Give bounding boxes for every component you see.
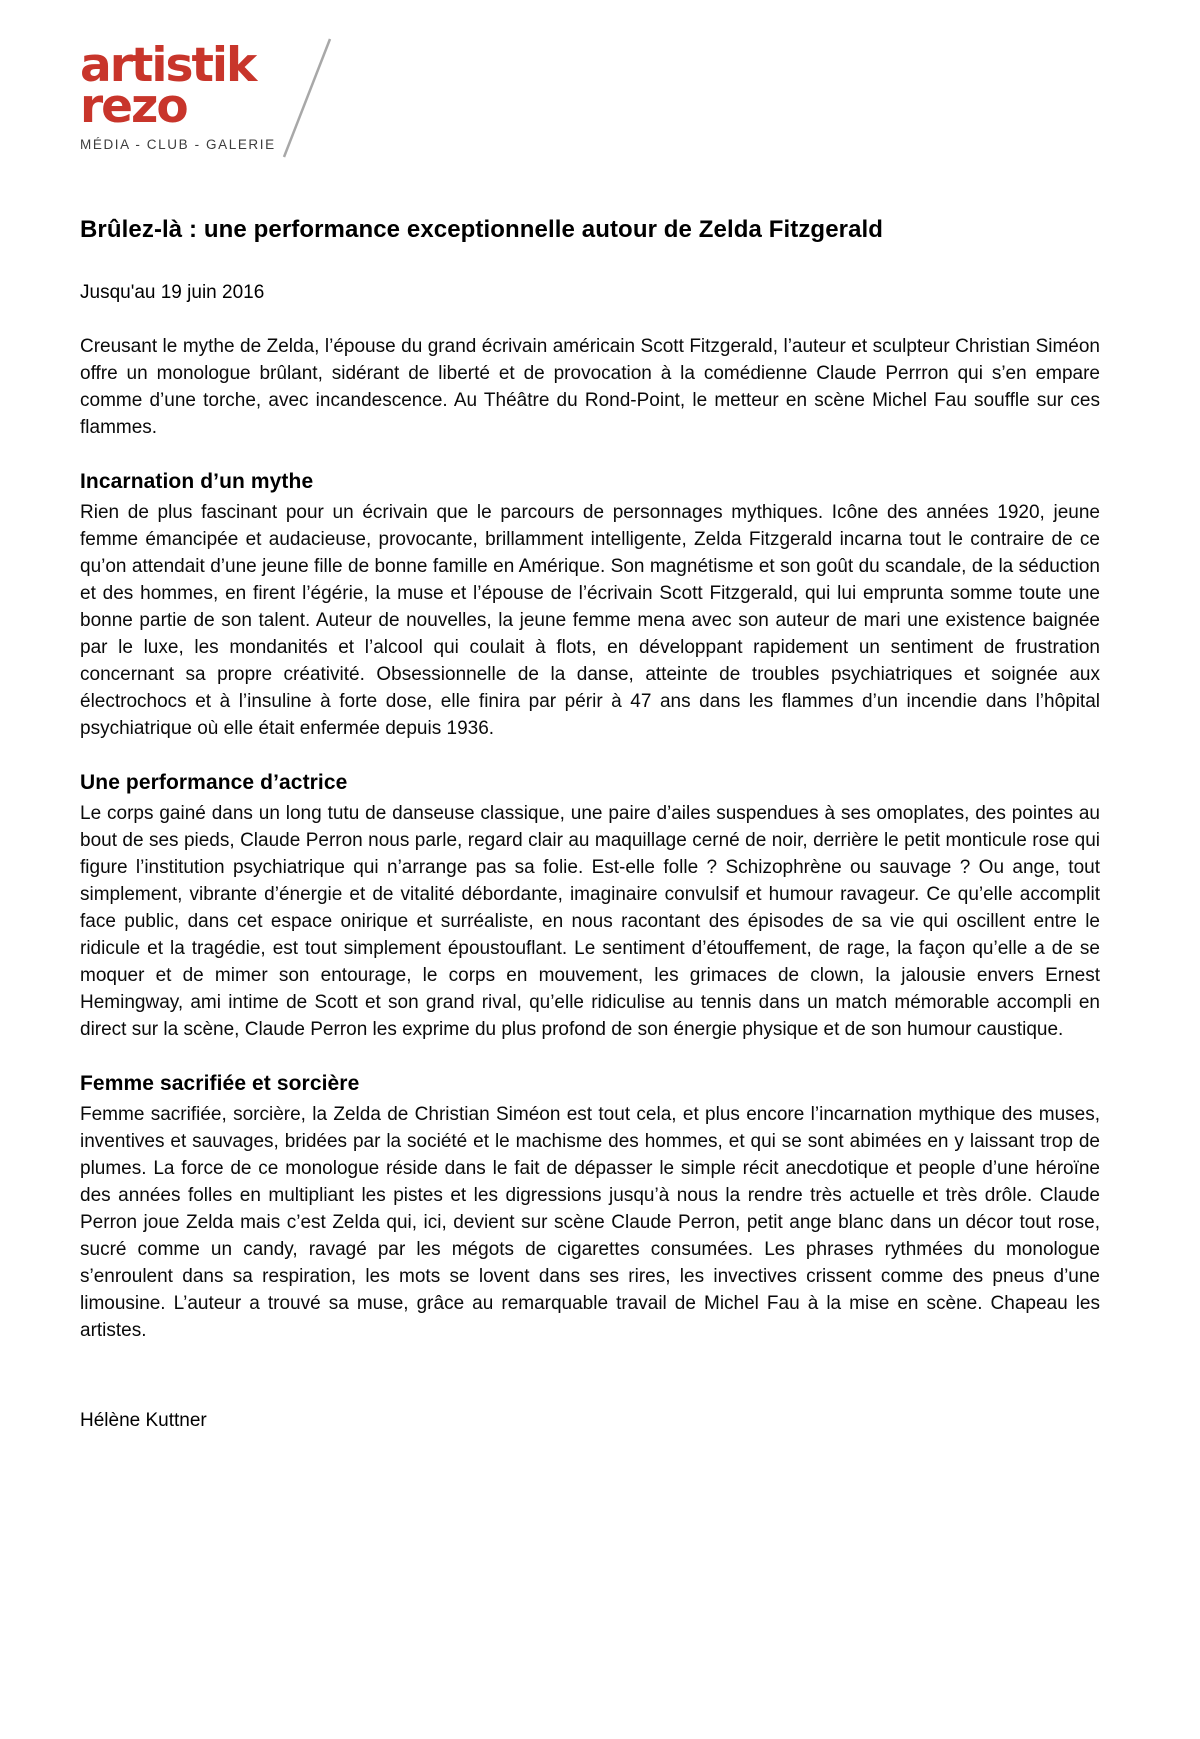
section-heading: Femme sacrifiée et sorcière	[80, 1071, 360, 1095]
author-byline: Hélène Kuttner	[80, 1409, 207, 1431]
section-heading: Incarnation d’un mythe	[80, 469, 314, 493]
logo-tagline: MÉDIA - CLUB - GALERIE	[80, 136, 276, 152]
article-intro: Creusant le mythe de Zelda, l’épouse du grand écrivain américain Scott Fitzgerald, l’auteur et sculpteur Christian Siméon offre un monologue brûlant, sidérant de liberté et de provocation à la comédienne Claude Perrron qui s’en empare comme d’une torche, avec incandescence. Au Théâtre du Rond-Point, le metteur en scène Michel Fau souffle sur ces flammes.	[80, 335, 1100, 438]
section-body: Femme sacrifiée, sorcière, la Zelda de Christian Siméon est tout cela, et plus encore l’incarnation mythique des muses, inventives et sauvages, bridées par la société et le machisme des hommes, et qui se sont abimées en y laissant trop de plumes. La force de ce monologue réside dans le fait de dépasser le simple récit anecdotique et people d’une héroïne des années folles en multipliant les pistes et les digressions jusqu’à nous la rendre très actuelle et très drôle. Claude Perron joue Zelda mais c’est Zelda qui, ici, devient sur scène Claude Perron, petit ange blanc dans un décor tout rose, sucré comme un candy, ravagé par les mégots de cigarettes consumées. Les phrases rythmées du monologue s’enroulent dans sa respiration, les mots se lovent dans ses rires, les invectives crissent comme des pneus d’une limousine. L’auteur a trouvé sa muse, grâce au remarquable travail de Michel Fau à la mise en scène. Chapeau les artistes.	[80, 1103, 1100, 1341]
section-une-performance-dactrice	[80, 771, 1100, 1043]
article-date: Jusqu'au 19 juin 2016	[80, 281, 265, 303]
section-body: Rien de plus fascinant pour un écrivain que le parcours de personnages mythiques. Icône des années 1920, jeune femme émancipée et audacieuse, provocante, brillamment intelligente, Zelda Fitzgerald incarna tout le contraire de ce qu’on attendait d’une jeune fille de bonne famille en Amérique. Son magnétisme et son goût du scandale, de la séduction et des hommes, en firent l’égérie, la muse et l’épouse de l’écrivain Scott Fitzgerald, qui lui emprunta somme toute une bonne partie de son talent. Auteur de nouvelles, la jeune femme mena avec son auteur de mari une existence baignée par le luxe, les mondanités et l’alcool qui coulait à flots, en développant rapidement un sentiment de frustration concernant sa propre créativité. Obsessionnelle de la danse, atteinte de troubles psychiatriques et soignée aux électrochocs et à l’insuline à forte dose, elle finira par périr à 47 ans dans les flammes d’un incendie dans l’hôpital psychiatrique où elle était enfermée depuis 1936.	[80, 501, 1100, 739]
logo-wordmark	[80, 38, 340, 135]
section-heading: Une performance d’actrice	[80, 770, 348, 794]
logo	[80, 38, 340, 152]
section-incarnation-dun-mythe	[80, 470, 1100, 742]
page-title: Brûlez-là : une performance exceptionnelle autour de Zelda Fitzgerald	[80, 215, 884, 243]
section-body: Le corps gainé dans un long tutu de danseuse classique, une paire d’ailes suspendues à ses omoplates, des pointes au bout de ses pieds, Claude Perron nous parle, regard clair au maquillage cerné de noir, derrière le petit monticule rose qui figure l’institution psychiatrique qui n’arrange pas sa folie. Est-elle folle ? Schizophrène ou sauvage ? Ou ange, tout simplement, vibrante d’énergie et de vitalité débordante, imaginaire convulsif et humour ravageur. Ce qu’elle accomplit face public, dans cet espace onirique et surréaliste, en nous racontant des épisodes de sa vie qui oscillent entre le ridicule et la tragédie, est tout simplement époustouflant. Le sentiment d’étouffement, de rage, la façon qu’elle a de se moquer et de mimer son entourage, le corps en mouvement, les grimaces de clown, la jalousie envers Ernest Hemingway, ami intime de Scott et son grand rival, qu’elle ridiculise au tennis dans un match mémorable accompli en direct sur la scène, Claude Perron les exprime du plus profond de son énergie physique et de son humour caustique.	[80, 802, 1100, 1040]
logo-wordmark-rezo: rezo	[80, 79, 187, 135]
logo-wordmark-artistik: artistik	[80, 38, 256, 93]
section-femme-sacrifiee-et-sorciere	[80, 1072, 1100, 1344]
